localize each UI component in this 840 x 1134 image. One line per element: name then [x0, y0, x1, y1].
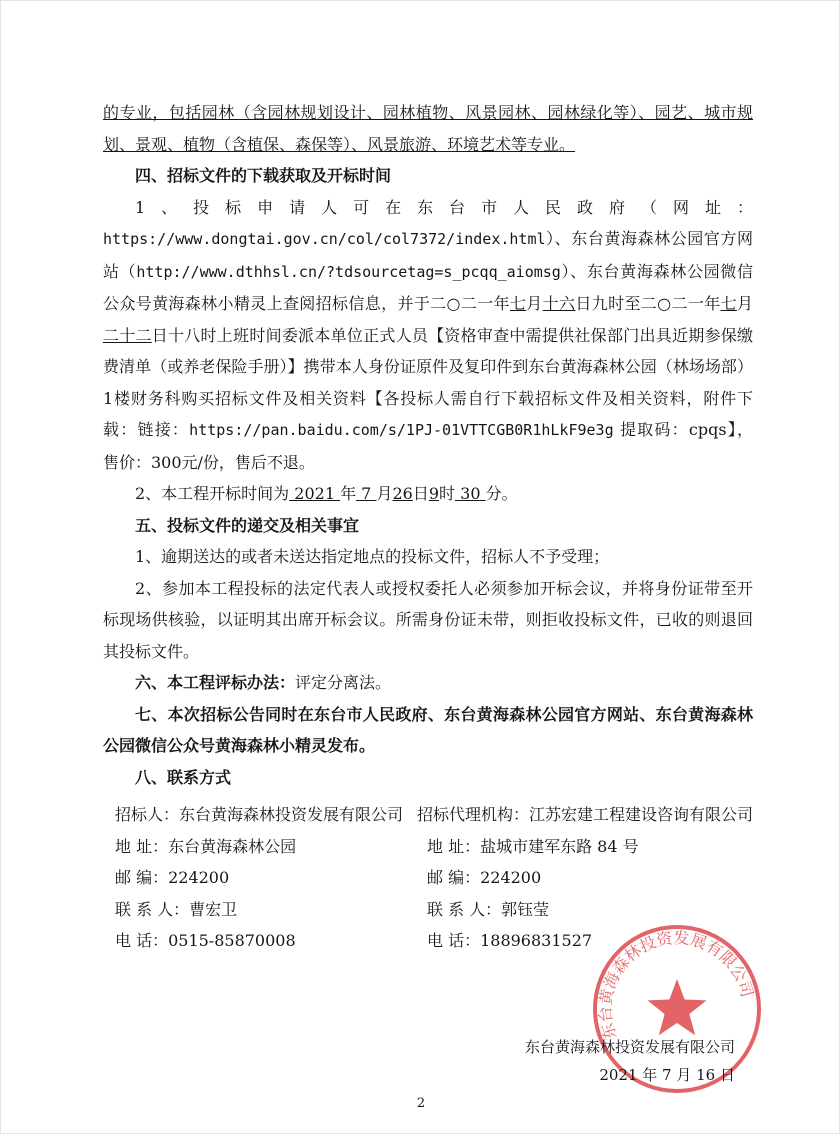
late-submission-paragraph: 1、逾期送达的或者未送达指定地点的投标文件，招标人不予受理；: [135, 547, 610, 566]
tenderer-address: 地 址：东台黄海森林公园: [115, 836, 297, 856]
page-number: 2: [416, 1096, 426, 1111]
signature-date: 2021 年 7 月 16 日: [599, 1066, 735, 1084]
qualification-paragraph-end: 的专业，包括园林（含园林规划设计、园林植物、风景园林、园林绿化等）、园艺、城市规划、景观、植物（含植保、森保等）、风景旅游、环境艺术等专业。: [103, 103, 753, 154]
seal-star-icon: [648, 979, 707, 1035]
section-8-heading: 八、联系方式: [135, 767, 232, 787]
section-4-heading: 四、招标文件的下载获取及开标时间: [135, 166, 392, 185]
signature-block: [525, 1033, 735, 1089]
agency-address: 地 址：盐城市建军东路 84 号: [427, 836, 639, 856]
seal-text: 东台黄海森林投资发展有限公司: [595, 928, 757, 1042]
tenderer-phone: 电 话：0515-85870008: [115, 931, 296, 950]
agency-postcode: 邮 编：224200: [427, 868, 542, 887]
agency-contact-person: 联 系 人：郭钰莹: [427, 899, 550, 919]
contact-row: [103, 799, 753, 831]
bid-opening-time-paragraph: 2、本工程开标时间为 2021 年 7 月26日9时 30 分。: [135, 484, 518, 503]
tenderer-name: 招标人：东台黄海森林投资发展有限公司: [115, 805, 404, 824]
section-5-heading: 五、投标文件的递交及相关事宜: [135, 515, 360, 535]
signature-company: 东台黄海森林投资发展有限公司: [524, 1038, 735, 1056]
section-7-heading: 七、本次招标公告同时在东台市人民政府、东台黄海森林公园官方网站、东台黄海森林公园微信公众号黄海森林小精灵发布。: [103, 704, 753, 755]
contact-row: [103, 831, 753, 863]
section-6-heading: 六、本工程评标办法：评定分离法。: [135, 673, 392, 692]
download-instructions-paragraph: 1、投标申请人可在东台市人民政府（网址：https://www.dongtai.gov.cn/col/col7372/index.html）、东台黄海森林公园官方网站（http://www.dthhsl.cn/?tdsourcetag=s_pcqq_aiomsg）、东台黄海森林公园微信公众号黄海森林小精灵上查阅招标信息，并于二○二一年七月十六日九时至二○二一年七月二十二日十八时上班时间委派本单位正式人员【资格审查中需提供社保部门出具近期参保缴费清单（或养老保险手册）】携带本人身份证原件及复印件到东台黄海森林公园（林场场部）1楼财务科购买招标文件及相关资料【各投标人需自行下载招标文件及相关资料，附件下载：链接：https://pan.baidu.com/s/1PJ-01VTTCGB0R1hLkF9e3g 提取码：cpqs】，售价：300元/份，售后不退。: [103, 197, 753, 472]
document-body: [103, 97, 753, 957]
agency-phone: 电 话：18896831527: [427, 931, 593, 950]
tenderer-postcode: 邮 编：224200: [115, 868, 230, 887]
agency-name: 招标代理机构：江苏宏建工程建设咨询有限公司: [416, 805, 753, 824]
contact-row: [103, 862, 753, 894]
park-website-url: http://www.dthhsl.cn/?tdsourcetag=s_pcqq_aiomsg: [136, 262, 561, 281]
gov-website-url: https://www.dongtai.gov.cn/col/col7372/index.html: [103, 230, 546, 248]
tenderer-contact-person: 联 系 人：曹宏卫: [115, 899, 238, 919]
baidu-pan-link: https://pan.baidu.com/s/1PJ-01VTTCGB0R1hLkF9e3g: [189, 421, 614, 439]
id-card-requirement-paragraph: 2、参加本工程投标的法定代表人或授权委托人必须参加开标会议，并将身份证带至开标现场供核验，以证明其出席开标会议。所需身份证未带，则拒收投标文件，已收的则退回其投标文件。: [103, 578, 753, 661]
